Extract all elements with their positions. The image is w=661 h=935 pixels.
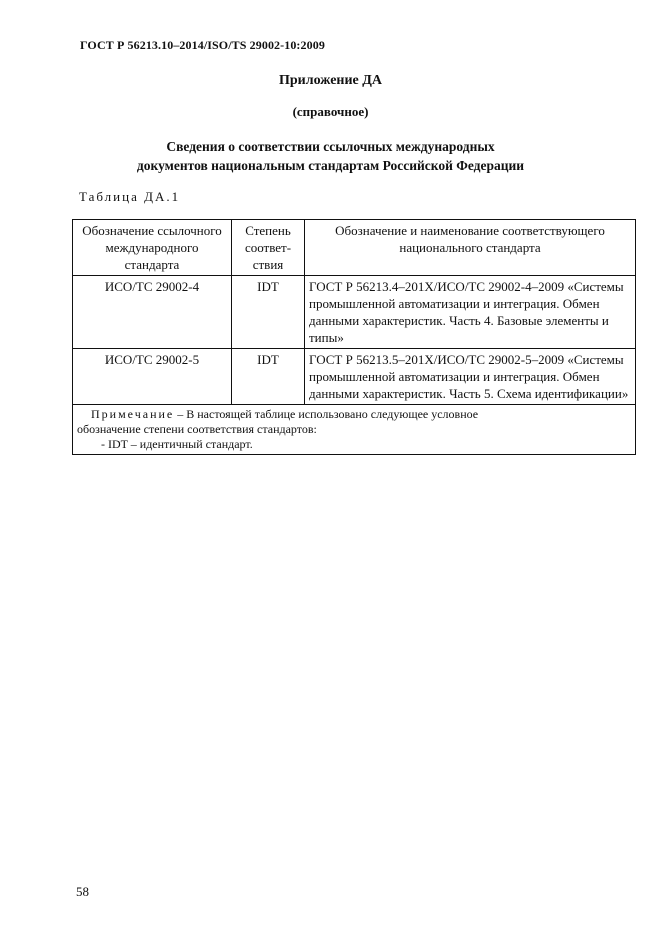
cell-reference: ИСО/ТС 29002-4: [73, 276, 232, 349]
section-heading-line2: документов национальным стандартам Российской Федерации: [136, 158, 525, 173]
table-header-row: [73, 220, 636, 276]
header-reference-standard: Обозначение ссылочного международного стандарта: [73, 220, 232, 276]
appendix-title: Приложение ДА: [278, 73, 383, 88]
note-label: Примечание: [91, 407, 175, 421]
note-line3: - IDT – идентичный стандарт.: [101, 437, 253, 451]
table-row: [73, 276, 636, 349]
section-heading-line1: Сведения о соответствии ссылочных международных: [166, 139, 495, 154]
table-caption: Таблица ДА.1: [79, 189, 181, 204]
table-note-row: [73, 405, 636, 455]
page-number: 58: [76, 884, 89, 899]
cell-degree: IDT: [232, 276, 305, 349]
standard-code-header: ГОСТ Р 56213.10–2014/ISO/TS 29002-10:2009: [80, 38, 325, 52]
appendix-subtitle: (справочное): [292, 104, 369, 119]
table-note: [73, 405, 636, 455]
cell-reference: ИСО/ТС 29002-5: [73, 349, 232, 405]
correspondence-table: [72, 219, 636, 455]
cell-national: ГОСТ Р 56213.5–201Х/ИСО/ТС 29002-5–2009 «Системы промышленной автоматизации и интеграция. Обмен данными характеристик. Часть 5. Схема идентификации»: [305, 349, 636, 405]
header-national-standard: Обозначение и наименование соответствующего национального стандарта: [305, 220, 636, 276]
cell-degree: IDT: [232, 349, 305, 405]
note-text: – В настоящей таблице использовано следующее условное: [174, 407, 479, 421]
table-row: [73, 349, 636, 405]
note-line2: обозначение степени соответствия стандартов:: [77, 422, 317, 436]
cell-national: ГОСТ Р 56213.4–201Х/ИСО/ТС 29002-4–2009 «Системы промышленной автоматизации и интеграция. Обмен данными характеристик. Часть 4. Базовые элементы и типы»: [305, 276, 636, 349]
header-degree: Степень соответ-ствия: [232, 220, 305, 276]
